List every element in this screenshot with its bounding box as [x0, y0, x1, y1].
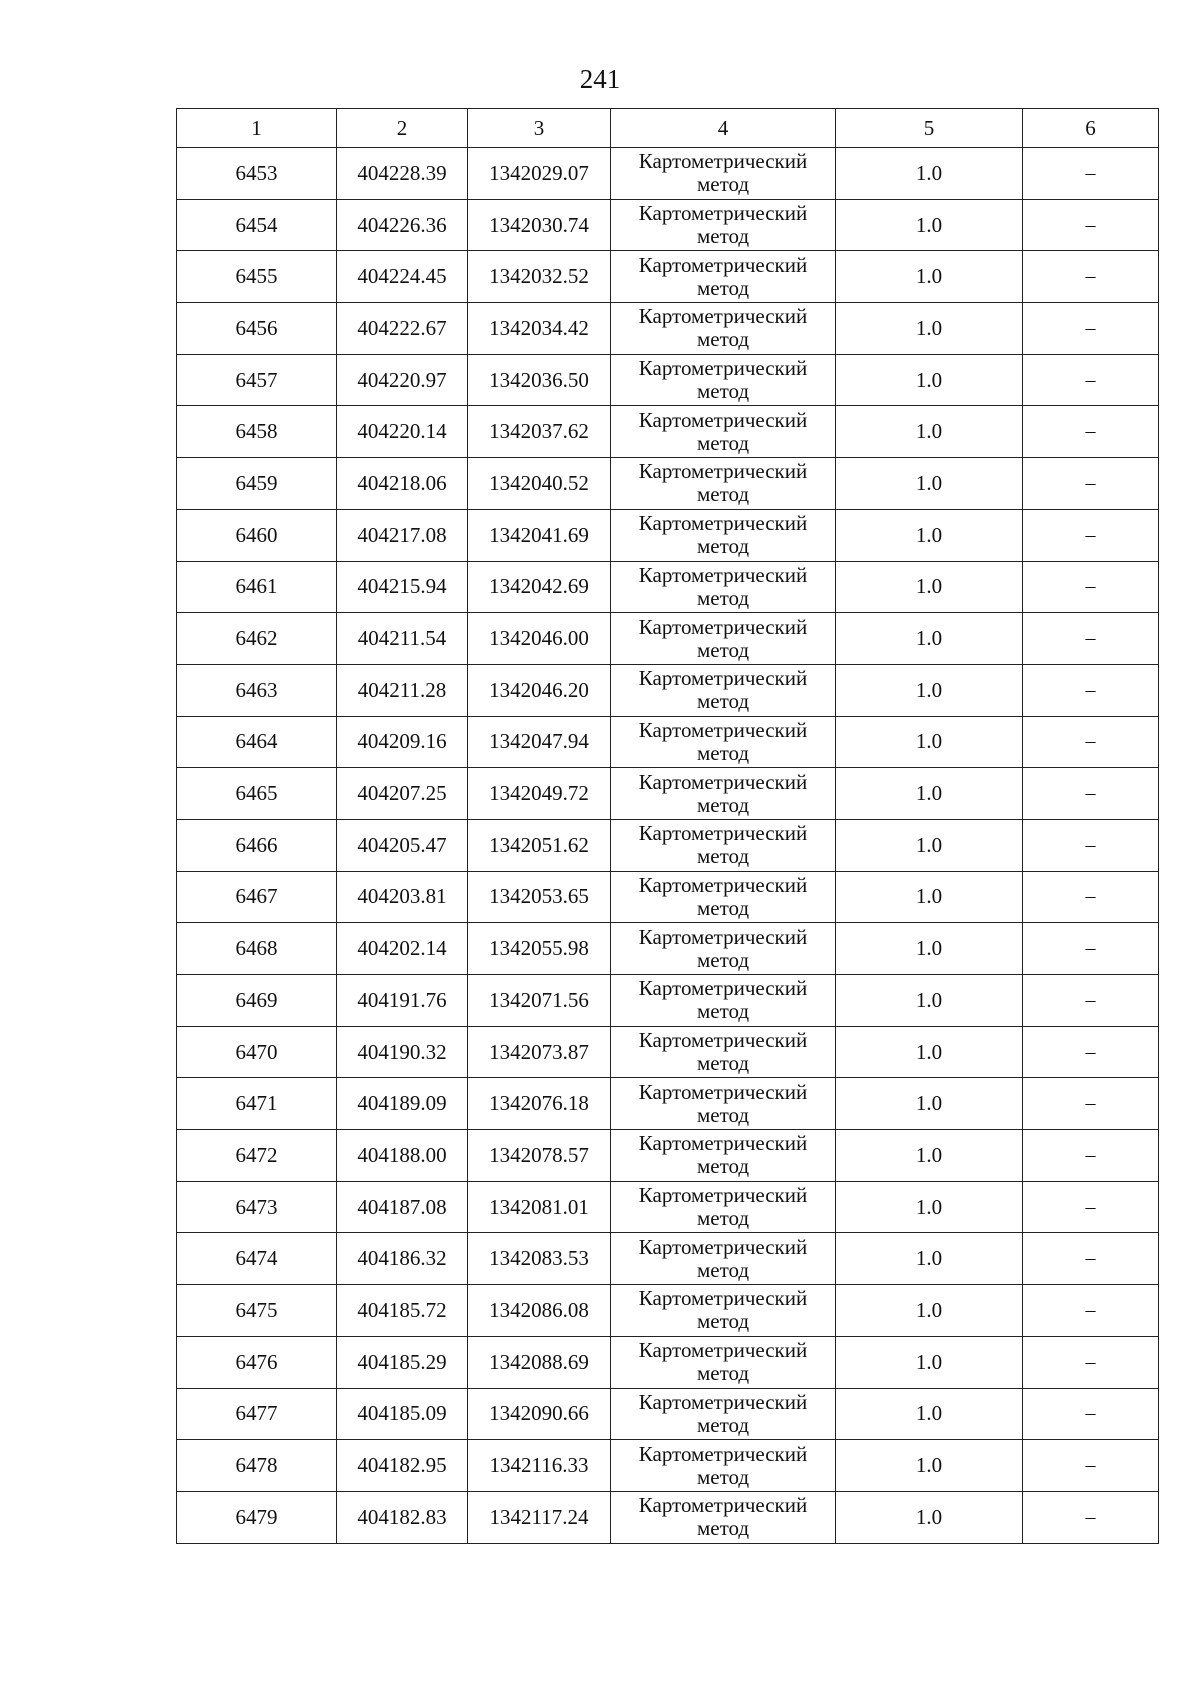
method-text-line-1: Картометрический [638, 1389, 808, 1414]
method-text-line-2: метод [696, 895, 750, 920]
x-coordinate-cell: 404189.09 [337, 1078, 468, 1130]
point-number-cell: 6454 [177, 199, 337, 251]
point-number-cell: 6465 [177, 768, 337, 820]
method-text-line-1: Картометрический [638, 872, 808, 897]
method-cell [611, 1491, 836, 1543]
accuracy-cell: 1.0 [836, 1440, 1023, 1492]
y-coordinate-cell: 1342083.53 [468, 1233, 611, 1285]
accuracy-cell: 1.0 [836, 148, 1023, 200]
method-text-line-1: Картометрический [638, 459, 808, 484]
description-cell: – [1023, 819, 1159, 871]
y-coordinate-cell: 1342078.57 [468, 1130, 611, 1182]
table-row [177, 1233, 1159, 1285]
point-number-cell: 6470 [177, 1026, 337, 1078]
method-text-line-2: метод [696, 740, 750, 765]
accuracy-cell: 1.0 [836, 1026, 1023, 1078]
table-row [177, 406, 1159, 458]
method-text-line-2: метод [696, 637, 750, 662]
description-cell: – [1023, 509, 1159, 561]
method-text-line-2: метод [696, 689, 750, 714]
method-text-line-1: Картометрический [638, 666, 808, 691]
method-cell [611, 923, 836, 975]
method-text-line-2: метод [696, 1051, 750, 1076]
accuracy-cell: 1.0 [836, 1285, 1023, 1337]
accuracy-cell: 1.0 [836, 1078, 1023, 1130]
y-coordinate-cell: 1342081.01 [468, 1181, 611, 1233]
x-coordinate-cell: 404186.32 [337, 1233, 468, 1285]
method-text-line-2: метод [696, 327, 750, 352]
accuracy-cell: 1.0 [836, 664, 1023, 716]
y-coordinate-cell: 1342116.33 [468, 1440, 611, 1492]
y-coordinate-cell: 1342049.72 [468, 768, 611, 820]
y-coordinate-cell: 1342055.98 [468, 923, 611, 975]
method-cell [611, 768, 836, 820]
table-row [177, 664, 1159, 716]
method-text-line-1: Картометрический [638, 562, 808, 587]
method-cell [611, 1130, 836, 1182]
accuracy-cell: 1.0 [836, 251, 1023, 303]
description-cell: – [1023, 1078, 1159, 1130]
accuracy-cell: 1.0 [836, 458, 1023, 510]
method-text-line-2: метод [696, 172, 750, 197]
table-row [177, 354, 1159, 406]
point-number-cell: 6463 [177, 664, 337, 716]
y-coordinate-cell: 1342086.08 [468, 1285, 611, 1337]
method-text-line-1: Картометрический [638, 976, 808, 1001]
description-cell: – [1023, 1491, 1159, 1543]
table-row [177, 1491, 1159, 1543]
method-text-line-1: Картометрический [638, 1441, 808, 1466]
accuracy-cell: 1.0 [836, 199, 1023, 251]
point-number-cell: 6466 [177, 819, 337, 871]
description-cell: – [1023, 768, 1159, 820]
accuracy-cell: 1.0 [836, 613, 1023, 665]
column-header-2: 2 [337, 109, 468, 148]
method-text-line-1: Картометрический [638, 1234, 808, 1259]
point-number-cell: 6468 [177, 923, 337, 975]
y-coordinate-cell: 1342040.52 [468, 458, 611, 510]
method-cell [611, 199, 836, 251]
y-coordinate-cell: 1342047.94 [468, 716, 611, 768]
page-number: 241 [579, 64, 621, 94]
method-text-line-1: Картометрический [638, 201, 808, 226]
table-row [177, 923, 1159, 975]
table-row [177, 458, 1159, 510]
accuracy-cell: 1.0 [836, 303, 1023, 355]
y-coordinate-cell: 1342034.42 [468, 303, 611, 355]
point-number-cell: 6464 [177, 716, 337, 768]
method-cell [611, 1078, 836, 1130]
method-text-line-1: Картометрический [638, 149, 808, 174]
table-row [177, 1130, 1159, 1182]
point-number-cell: 6467 [177, 871, 337, 923]
method-cell [611, 1026, 836, 1078]
x-coordinate-cell: 404224.45 [337, 251, 468, 303]
method-text-line-2: метод [696, 1516, 750, 1541]
x-coordinate-cell: 404190.32 [337, 1026, 468, 1078]
method-text-line-1: Картометрический [638, 1493, 808, 1518]
x-coordinate-cell: 404215.94 [337, 561, 468, 613]
accuracy-cell: 1.0 [836, 1388, 1023, 1440]
point-number-cell: 6477 [177, 1388, 337, 1440]
point-number-cell: 6453 [177, 148, 337, 200]
description-cell: – [1023, 975, 1159, 1027]
description-cell: – [1023, 1285, 1159, 1337]
accuracy-cell: 1.0 [836, 975, 1023, 1027]
method-cell [611, 819, 836, 871]
y-coordinate-cell: 1342088.69 [468, 1336, 611, 1388]
method-cell [611, 303, 836, 355]
method-cell [611, 1388, 836, 1440]
x-coordinate-cell: 404207.25 [337, 768, 468, 820]
x-coordinate-cell: 404187.08 [337, 1181, 468, 1233]
description-cell: – [1023, 251, 1159, 303]
column-header-5: 5 [836, 109, 1023, 148]
table-row [177, 1285, 1159, 1337]
coordinates-table [176, 108, 1159, 1544]
description-cell: – [1023, 1336, 1159, 1388]
y-coordinate-cell: 1342076.18 [468, 1078, 611, 1130]
table-row [177, 303, 1159, 355]
x-coordinate-cell: 404226.36 [337, 199, 468, 251]
point-number-cell: 6478 [177, 1440, 337, 1492]
y-coordinate-cell: 1342051.62 [468, 819, 611, 871]
method-text-line-2: метод [696, 1464, 750, 1489]
method-text-line-1: Картометрический [638, 614, 808, 639]
x-coordinate-cell: 404222.67 [337, 303, 468, 355]
method-text-line-2: метод [696, 844, 750, 869]
x-coordinate-cell: 404228.39 [337, 148, 468, 200]
x-coordinate-cell: 404220.97 [337, 354, 468, 406]
table-row [177, 1440, 1159, 1492]
x-coordinate-cell: 404185.29 [337, 1336, 468, 1388]
point-number-cell: 6475 [177, 1285, 337, 1337]
accuracy-cell: 1.0 [836, 768, 1023, 820]
method-text-line-2: метод [696, 585, 750, 610]
table-row [177, 251, 1159, 303]
method-cell [611, 354, 836, 406]
method-cell [611, 509, 836, 561]
table-row [177, 1026, 1159, 1078]
point-number-cell: 6479 [177, 1491, 337, 1543]
table-row [177, 1388, 1159, 1440]
point-number-cell: 6476 [177, 1336, 337, 1388]
y-coordinate-cell: 1342032.52 [468, 251, 611, 303]
description-cell: – [1023, 199, 1159, 251]
method-text-line-1: Картометрический [638, 1028, 808, 1053]
method-cell [611, 561, 836, 613]
accuracy-cell: 1.0 [836, 1491, 1023, 1543]
description-cell: – [1023, 148, 1159, 200]
method-text-line-1: Картометрический [638, 769, 808, 794]
description-cell: – [1023, 354, 1159, 406]
method-cell [611, 406, 836, 458]
method-cell [611, 148, 836, 200]
accuracy-cell: 1.0 [836, 819, 1023, 871]
accuracy-cell: 1.0 [836, 354, 1023, 406]
method-text-line-1: Картометрический [638, 1183, 808, 1208]
y-coordinate-cell: 1342029.07 [468, 148, 611, 200]
table-row [177, 199, 1159, 251]
method-cell [611, 1285, 836, 1337]
method-cell [611, 458, 836, 510]
x-coordinate-cell: 404205.47 [337, 819, 468, 871]
y-coordinate-cell: 1342042.69 [468, 561, 611, 613]
table-row [177, 716, 1159, 768]
method-cell [611, 1440, 836, 1492]
method-text-line-1: Картометрический [638, 252, 808, 277]
method-cell [611, 664, 836, 716]
method-text-line-2: метод [696, 1257, 750, 1282]
y-coordinate-cell: 1342090.66 [468, 1388, 611, 1440]
description-cell: – [1023, 303, 1159, 355]
description-cell: – [1023, 1026, 1159, 1078]
table-row [177, 768, 1159, 820]
x-coordinate-cell: 404182.83 [337, 1491, 468, 1543]
method-text-line-1: Картометрический [638, 1131, 808, 1156]
x-coordinate-cell: 404220.14 [337, 406, 468, 458]
method-text-line-1: Картометрический [638, 1286, 808, 1311]
method-cell [611, 871, 836, 923]
method-text-line-1: Картометрический [638, 924, 808, 949]
accuracy-cell: 1.0 [836, 716, 1023, 768]
method-cell [611, 1181, 836, 1233]
x-coordinate-cell: 404217.08 [337, 509, 468, 561]
point-number-cell: 6471 [177, 1078, 337, 1130]
method-text-line-2: метод [696, 1412, 750, 1437]
x-coordinate-cell: 404182.95 [337, 1440, 468, 1492]
x-coordinate-cell: 404202.14 [337, 923, 468, 975]
description-cell: – [1023, 458, 1159, 510]
table-row [177, 871, 1159, 923]
table-row [177, 613, 1159, 665]
method-text-line-1: Картометрический [638, 1079, 808, 1104]
method-text-line-2: метод [696, 1206, 750, 1231]
method-text-line-2: метод [696, 947, 750, 972]
method-text-line-1: Картометрический [638, 304, 808, 329]
method-text-line-2: метод [696, 224, 750, 249]
point-number-cell: 6472 [177, 1130, 337, 1182]
description-cell: – [1023, 1233, 1159, 1285]
accuracy-cell: 1.0 [836, 1130, 1023, 1182]
x-coordinate-cell: 404211.28 [337, 664, 468, 716]
description-cell: – [1023, 664, 1159, 716]
method-text-line-1: Картометрический [638, 821, 808, 846]
point-number-cell: 6455 [177, 251, 337, 303]
column-header-3: 3 [468, 109, 611, 148]
method-text-line-2: метод [696, 1309, 750, 1334]
method-cell [611, 975, 836, 1027]
y-coordinate-cell: 1342071.56 [468, 975, 611, 1027]
x-coordinate-cell: 404211.54 [337, 613, 468, 665]
y-coordinate-cell: 1342036.50 [468, 354, 611, 406]
description-cell: – [1023, 613, 1159, 665]
column-header-4: 4 [611, 109, 836, 148]
method-text-line-2: метод [696, 1154, 750, 1179]
accuracy-cell: 1.0 [836, 923, 1023, 975]
y-coordinate-cell: 1342046.00 [468, 613, 611, 665]
description-cell: – [1023, 1181, 1159, 1233]
description-cell: – [1023, 871, 1159, 923]
accuracy-cell: 1.0 [836, 406, 1023, 458]
point-number-cell: 6462 [177, 613, 337, 665]
table-header-row [177, 109, 1159, 148]
x-coordinate-cell: 404188.00 [337, 1130, 468, 1182]
method-text-line-2: метод [696, 792, 750, 817]
point-number-cell: 6461 [177, 561, 337, 613]
method-text-line-2: метод [696, 534, 750, 559]
x-coordinate-cell: 404209.16 [337, 716, 468, 768]
method-text-line-1: Картометрический [638, 511, 808, 536]
point-number-cell: 6457 [177, 354, 337, 406]
point-number-cell: 6456 [177, 303, 337, 355]
method-text-line-2: метод [696, 1361, 750, 1386]
accuracy-cell: 1.0 [836, 871, 1023, 923]
accuracy-cell: 1.0 [836, 561, 1023, 613]
method-text-line-1: Картометрический [638, 407, 808, 432]
table-row [177, 975, 1159, 1027]
point-number-cell: 6474 [177, 1233, 337, 1285]
y-coordinate-cell: 1342053.65 [468, 871, 611, 923]
table-body [177, 148, 1159, 1544]
method-text-line-2: метод [696, 1102, 750, 1127]
table-row [177, 1078, 1159, 1130]
description-cell: – [1023, 561, 1159, 613]
table-row [177, 1181, 1159, 1233]
method-cell [611, 613, 836, 665]
method-cell [611, 716, 836, 768]
method-text-line-2: метод [696, 379, 750, 404]
method-text-line-1: Картометрический [638, 1338, 808, 1363]
description-cell: – [1023, 406, 1159, 458]
x-coordinate-cell: 404203.81 [337, 871, 468, 923]
point-number-cell: 6473 [177, 1181, 337, 1233]
x-coordinate-cell: 404185.72 [337, 1285, 468, 1337]
method-text-line-2: метод [696, 482, 750, 507]
method-text-line-2: метод [696, 999, 750, 1024]
x-coordinate-cell: 404185.09 [337, 1388, 468, 1440]
x-coordinate-cell: 404191.76 [337, 975, 468, 1027]
method-cell [611, 251, 836, 303]
point-number-cell: 6458 [177, 406, 337, 458]
point-number-cell: 6459 [177, 458, 337, 510]
table-row [177, 819, 1159, 871]
method-cell [611, 1336, 836, 1388]
point-number-cell: 6460 [177, 509, 337, 561]
y-coordinate-cell: 1342030.74 [468, 199, 611, 251]
x-coordinate-cell: 404218.06 [337, 458, 468, 510]
accuracy-cell: 1.0 [836, 509, 1023, 561]
accuracy-cell: 1.0 [836, 1233, 1023, 1285]
y-coordinate-cell: 1342073.87 [468, 1026, 611, 1078]
method-text-line-2: метод [696, 275, 750, 300]
description-cell: – [1023, 1440, 1159, 1492]
y-coordinate-cell: 1342041.69 [468, 509, 611, 561]
column-header-1: 1 [177, 109, 337, 148]
y-coordinate-cell: 1342117.24 [468, 1491, 611, 1543]
point-number-cell: 6469 [177, 975, 337, 1027]
description-cell: – [1023, 1130, 1159, 1182]
accuracy-cell: 1.0 [836, 1336, 1023, 1388]
table-row [177, 148, 1159, 200]
table-row [177, 1336, 1159, 1388]
y-coordinate-cell: 1342037.62 [468, 406, 611, 458]
y-coordinate-cell: 1342046.20 [468, 664, 611, 716]
method-cell [611, 1233, 836, 1285]
column-header-6: 6 [1023, 109, 1159, 148]
method-text-line-1: Картометрический [638, 717, 808, 742]
description-cell: – [1023, 923, 1159, 975]
description-cell: – [1023, 1388, 1159, 1440]
accuracy-cell: 1.0 [836, 1181, 1023, 1233]
table-row [177, 509, 1159, 561]
method-text-line-1: Картометрический [638, 356, 808, 381]
method-text-line-2: метод [696, 430, 750, 455]
description-cell: – [1023, 716, 1159, 768]
table-row [177, 561, 1159, 613]
